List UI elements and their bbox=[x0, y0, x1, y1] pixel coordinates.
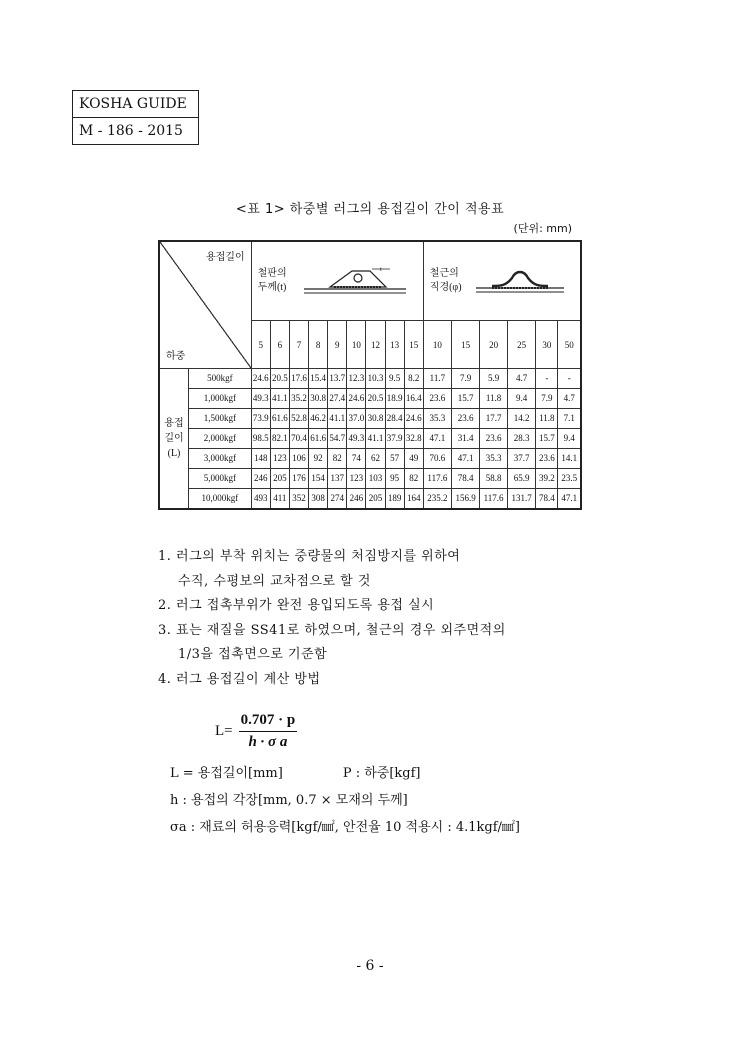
guide-code: M - 186 - 2015 bbox=[73, 117, 198, 144]
weld-length-cell: 41.1 bbox=[270, 388, 289, 408]
weld-length-cell: 5.9 bbox=[480, 368, 508, 388]
table-body bbox=[159, 368, 581, 509]
weld-length-cell: 92 bbox=[309, 448, 328, 468]
weld-length-cell: 274 bbox=[328, 488, 347, 509]
weld-length-cell: 73.9 bbox=[251, 408, 270, 428]
lug-plate-diagram-icon bbox=[300, 265, 410, 297]
weld-length-cell: 49 bbox=[404, 448, 423, 468]
weld-length-cell: 189 bbox=[385, 488, 404, 509]
weld-length-cell: 7.9 bbox=[536, 388, 558, 408]
weld-length-cell: 78.4 bbox=[452, 468, 480, 488]
weld-length-cell: 17.7 bbox=[480, 408, 508, 428]
weld-length-cell: 246 bbox=[347, 488, 366, 509]
weld-length-cell: 23.5 bbox=[558, 468, 581, 488]
corner-bottom-label: 하중 bbox=[166, 350, 186, 362]
weld-length-cell: 47.1 bbox=[423, 428, 451, 448]
weld-length-cell: 4.7 bbox=[558, 388, 581, 408]
weld-length-cell: 30.8 bbox=[366, 408, 385, 428]
formula-definitions bbox=[170, 760, 570, 841]
weld-length-cell: 117.6 bbox=[480, 488, 508, 509]
weld-length-cell: 308 bbox=[309, 488, 328, 509]
note-3-cont: 1/3을 접촉면으로 기준함 bbox=[178, 647, 328, 662]
def-h: h : 용접의 각장[mm, 0.7 × 모재의 두께] bbox=[170, 793, 408, 808]
weld-length-cell: 95 bbox=[385, 468, 404, 488]
guide-name: KOSHA GUIDE bbox=[79, 96, 187, 112]
weld-length-cell: 176 bbox=[289, 468, 308, 488]
weld-length-cell: 65.9 bbox=[508, 468, 536, 488]
weld-length-cell: 30.8 bbox=[309, 388, 328, 408]
weld-length-cell: 52.8 bbox=[289, 408, 308, 428]
svg-text:t: t bbox=[380, 267, 382, 274]
weld-length-cell: 74 bbox=[347, 448, 366, 468]
weld-length-cell: 70.4 bbox=[289, 428, 308, 448]
rebar-size-header: 20 bbox=[480, 321, 508, 368]
weld-length-cell: 7.1 bbox=[558, 408, 581, 428]
corner-header-cell bbox=[159, 241, 251, 368]
table-unit: (단위: mm) bbox=[513, 222, 572, 235]
plate-thickness-header bbox=[251, 241, 423, 321]
table-row bbox=[159, 468, 581, 488]
weld-length-cell: 82 bbox=[404, 468, 423, 488]
plate-size-header: 10 bbox=[347, 321, 366, 368]
weld-length-cell: 11.8 bbox=[480, 388, 508, 408]
weld-length-cell: 246 bbox=[251, 468, 270, 488]
weld-length-cell: 35.3 bbox=[423, 408, 451, 428]
weld-length-cell: 49.3 bbox=[251, 388, 270, 408]
weld-length-cell: 148 bbox=[251, 448, 270, 468]
weld-length-cell: 24.6 bbox=[404, 408, 423, 428]
weld-length-cell: 15.7 bbox=[452, 388, 480, 408]
weld-length-cell: 47.1 bbox=[452, 448, 480, 468]
weld-length-cell: 35.3 bbox=[480, 448, 508, 468]
rebar-lug-diagram-icon bbox=[472, 266, 568, 296]
plate-size-header: 7 bbox=[289, 321, 308, 368]
weld-length-cell: - bbox=[536, 368, 558, 388]
table-row bbox=[159, 448, 581, 468]
weld-length-cell: 20.5 bbox=[270, 368, 289, 388]
weld-length-cell: 54.7 bbox=[328, 428, 347, 448]
weld-length-cell: 15.4 bbox=[309, 368, 328, 388]
weld-length-cell: 24.6 bbox=[347, 388, 366, 408]
weld-length-cell: 123 bbox=[270, 448, 289, 468]
weld-length-cell: 41.1 bbox=[328, 408, 347, 428]
plate-size-header: 6 bbox=[270, 321, 289, 368]
weld-length-cell: 9.5 bbox=[385, 368, 404, 388]
rebar-size-header: 30 bbox=[536, 321, 558, 368]
weld-length-cell: 49.3 bbox=[347, 428, 366, 448]
def-L: L = 용접길이[mm] bbox=[170, 766, 283, 781]
weld-length-cell: 13.7 bbox=[328, 368, 347, 388]
weld-length-cell: 16.4 bbox=[404, 388, 423, 408]
weld-length-cell: 164 bbox=[404, 488, 423, 509]
weld-length-cell: 106 bbox=[289, 448, 308, 468]
weld-length-cell: 20.5 bbox=[366, 388, 385, 408]
weld-length-cell: 103 bbox=[366, 468, 385, 488]
weld-length-cell: 9.4 bbox=[558, 428, 581, 448]
load-label: 500kgf bbox=[189, 368, 252, 388]
weld-length-cell: 131.7 bbox=[508, 488, 536, 509]
rebar-size-header: 25 bbox=[508, 321, 536, 368]
rebar-diameter-header bbox=[423, 241, 581, 321]
weld-length-cell: 15.7 bbox=[536, 428, 558, 448]
rebar-size-header: 50 bbox=[558, 321, 581, 368]
corner-top-label: 용접길이 bbox=[205, 252, 245, 263]
table-row bbox=[159, 388, 581, 408]
weld-length-cell: 23.6 bbox=[423, 388, 451, 408]
plate-size-header: 13 bbox=[385, 321, 404, 368]
weld-length-cell: 493 bbox=[251, 488, 270, 509]
note-2: 2. 러그 접촉부위가 완전 용입되도록 용접 실시 bbox=[158, 598, 435, 613]
load-label: 2,000kgf bbox=[189, 428, 252, 448]
weld-length-cell: 24.6 bbox=[251, 368, 270, 388]
weld-length-cell: 57 bbox=[385, 448, 404, 468]
rebar-header-label: 철근의 직경(φ) bbox=[429, 268, 462, 294]
weld-length-cell: 123 bbox=[347, 468, 366, 488]
rebar-size-header: 15 bbox=[452, 321, 480, 368]
weld-length-cell: 61.6 bbox=[270, 408, 289, 428]
weld-length-cell: 98.5 bbox=[251, 428, 270, 448]
weld-length-cell: 17.6 bbox=[289, 368, 308, 388]
weld-length-cell: 235.2 bbox=[423, 488, 451, 509]
def-sigma: σa : 재료의 허용응력[kgf/㎟, 안전율 10 적용시 : 4.1kgf/㎟] bbox=[170, 820, 520, 835]
weld-length-cell: 154 bbox=[309, 468, 328, 488]
weld-length-cell: - bbox=[558, 368, 581, 388]
weld-length-cell: 37.7 bbox=[508, 448, 536, 468]
weld-length-cell: 352 bbox=[289, 488, 308, 509]
load-label: 1,000kgf bbox=[189, 388, 252, 408]
weld-length-cell: 8.2 bbox=[404, 368, 423, 388]
weld-length-cell: 10.3 bbox=[366, 368, 385, 388]
weld-length-cell: 9.4 bbox=[508, 388, 536, 408]
table-row bbox=[159, 488, 581, 509]
weld-length-cell: 11.8 bbox=[536, 408, 558, 428]
note-4: 4. 러그 용접길이 계산 방법 bbox=[158, 671, 321, 687]
weld-length-cell: 58.8 bbox=[480, 468, 508, 488]
weld-length-cell: 14.2 bbox=[508, 408, 536, 428]
weld-length-cell: 62 bbox=[366, 448, 385, 468]
weld-length-cell: 205 bbox=[366, 488, 385, 509]
weld-length-cell: 137 bbox=[328, 468, 347, 488]
weld-length-cell: 23.6 bbox=[452, 408, 480, 428]
weld-length-cell: 23.6 bbox=[536, 448, 558, 468]
plate-size-header: 12 bbox=[366, 321, 385, 368]
weld-length-cell: 4.7 bbox=[508, 368, 536, 388]
load-label: 1,500kgf bbox=[189, 408, 252, 428]
weld-length-cell: 14.1 bbox=[558, 448, 581, 468]
formula-lhs: L= bbox=[215, 723, 233, 739]
weld-length-cell: 37.9 bbox=[385, 428, 404, 448]
load-label: 3,000kgf bbox=[189, 448, 252, 468]
table-caption: <표 1> 하중별 러그의 용접길이 간이 적용표 bbox=[235, 202, 505, 217]
weld-length-cell: 12.3 bbox=[347, 368, 366, 388]
plate-size-header: 5 bbox=[251, 321, 270, 368]
weld-length-cell: 78.4 bbox=[536, 488, 558, 509]
weld-length-cell: 46.2 bbox=[309, 408, 328, 428]
weld-length-cell: 18.9 bbox=[385, 388, 404, 408]
weld-length-cell: 41.1 bbox=[366, 428, 385, 448]
weld-length-cell: 205 bbox=[270, 468, 289, 488]
plate-size-header: 8 bbox=[309, 321, 328, 368]
row-group-label: 용접 길이 (L) bbox=[159, 368, 189, 509]
weld-length-cell: 37.0 bbox=[347, 408, 366, 428]
rebar-size-header: 10 bbox=[423, 321, 451, 368]
weld-length-cell: 411 bbox=[270, 488, 289, 509]
table-row bbox=[159, 408, 581, 428]
guide-id-box bbox=[72, 90, 199, 145]
weld-length-cell: 82.1 bbox=[270, 428, 289, 448]
plate-header-label: 철판의 두께(t) bbox=[257, 268, 287, 294]
load-label: 10,000kgf bbox=[189, 488, 252, 509]
weld-length-formula bbox=[215, 712, 297, 751]
weld-length-cell: 7.9 bbox=[452, 368, 480, 388]
weld-length-cell: 27.4 bbox=[328, 388, 347, 408]
weld-length-cell: 39.2 bbox=[536, 468, 558, 488]
plate-size-header: 15 bbox=[404, 321, 423, 368]
weld-length-cell: 28.3 bbox=[508, 428, 536, 448]
weld-length-cell: 47.1 bbox=[558, 488, 581, 509]
weld-length-cell: 82 bbox=[328, 448, 347, 468]
weld-length-table bbox=[158, 240, 582, 510]
table-row bbox=[159, 428, 581, 448]
formula-denominator: h · σ a bbox=[248, 734, 288, 750]
plate-size-header: 9 bbox=[328, 321, 347, 368]
note-1: 1. 러그의 부착 위치는 중량물의 처짐방지를 위하여 bbox=[158, 549, 461, 564]
formula-numerator: 0.707 · p bbox=[239, 712, 298, 732]
formula-fraction bbox=[239, 712, 298, 751]
notes-list bbox=[158, 545, 588, 692]
table-row bbox=[159, 368, 581, 388]
weld-length-cell: 156.9 bbox=[452, 488, 480, 509]
weld-length-cell: 11.7 bbox=[423, 368, 451, 388]
weld-length-cell: 31.4 bbox=[452, 428, 480, 448]
weld-length-cell: 70.6 bbox=[423, 448, 451, 468]
load-label: 5,000kgf bbox=[189, 468, 252, 488]
page-number: - 6 - bbox=[356, 958, 384, 974]
weld-length-cell: 32.8 bbox=[404, 428, 423, 448]
weld-length-cell: 61.6 bbox=[309, 428, 328, 448]
weld-length-cell: 28.4 bbox=[385, 408, 404, 428]
note-1-cont: 수직, 수평보의 교차점으로 할 것 bbox=[178, 573, 371, 589]
weld-length-cell: 117.6 bbox=[423, 468, 451, 488]
weld-length-cell: 35.2 bbox=[289, 388, 308, 408]
def-P: P : 하중[kgf] bbox=[342, 766, 421, 781]
note-3: 3. 표는 재질을 SS41로 하였으며, 철근의 경우 외주면적의 bbox=[158, 622, 506, 638]
weld-length-cell: 23.6 bbox=[480, 428, 508, 448]
